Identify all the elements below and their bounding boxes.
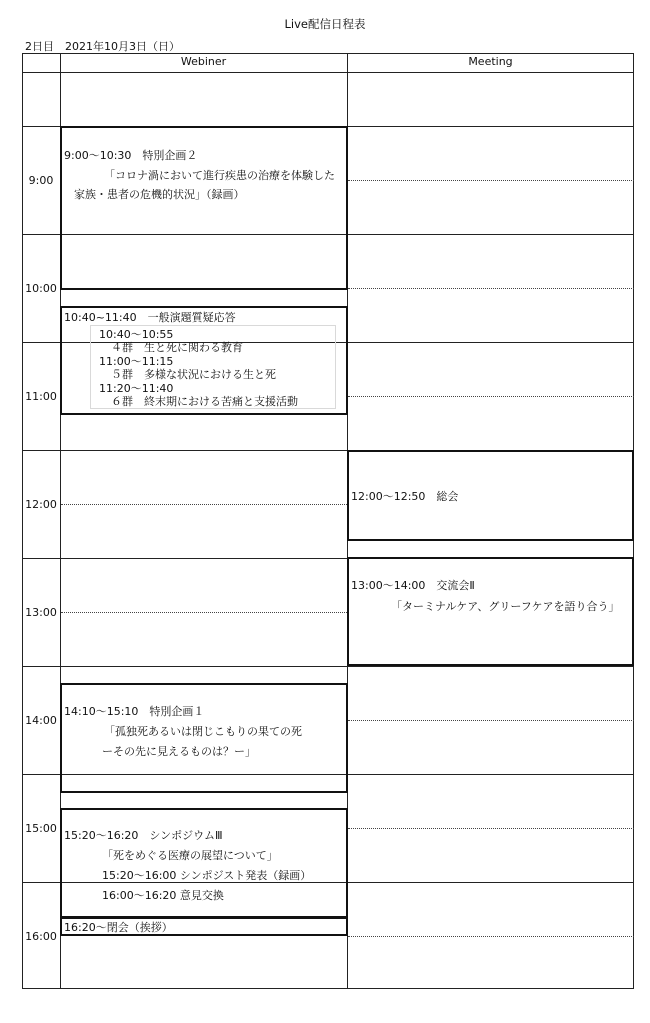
- session-title: 「孤独死あるいは閉じこもりの果ての死: [104, 725, 302, 738]
- time-label: 13:00: [25, 606, 57, 619]
- session-time: 16:20〜閉会（挨拶）: [64, 921, 173, 934]
- half-hour-dots: [348, 828, 634, 829]
- time-label: 14:00: [25, 714, 57, 727]
- session-time: 9:00〜10:30 特別企画２: [64, 149, 198, 162]
- half-hour-dots: [61, 504, 347, 505]
- session-title: 「コロナ渦において進行疾患の治療を体験した: [104, 169, 335, 182]
- session-title: ーその先に見えるものは？ー」: [102, 745, 256, 758]
- time-label: 12:00: [25, 498, 57, 511]
- half-hour-dots: [348, 288, 634, 289]
- subsession-time: 10:40〜10:55: [99, 328, 174, 341]
- session-title: 「ターミナルケア、グリーフケアを語り合う」: [391, 600, 620, 613]
- subsession-time: 11:00〜11:15: [99, 355, 174, 368]
- page-title: Live配信日程表: [284, 17, 366, 31]
- session-time: 15:20〜16:20 シンポジウムⅢ: [64, 829, 223, 842]
- half-hour-dots: [348, 936, 634, 937]
- session-detail: 15:20〜16:00 シンポジスト発表（録画）: [102, 869, 312, 882]
- header-row-divider: [22, 72, 634, 73]
- time-label: 9:00: [28, 174, 54, 187]
- meeting-column-header: Meeting: [468, 55, 513, 68]
- subsession-group: ４群 生と死に関わる教育: [111, 341, 243, 354]
- half-hour-dots: [348, 180, 634, 181]
- half-hour-dots: [348, 720, 634, 721]
- session-time: 14:10〜15:10 特別企画１: [64, 705, 205, 718]
- session-title: 家族・患者の危機的状況」（録画）: [74, 188, 245, 201]
- session-detail: 16:00〜16:20 意見交換: [102, 889, 224, 902]
- webinar-column-header: Webiner: [180, 55, 227, 68]
- half-hour-dots: [348, 396, 634, 397]
- session-title: 「死をめぐる医療の展望について」: [102, 849, 278, 862]
- subsession-group: ６群 終末期における苦痛と支援活動: [111, 395, 298, 408]
- session-time: 12:00〜12:50 総会: [351, 490, 459, 503]
- subsession-group: ５群 多様な状況における生と死: [111, 368, 276, 381]
- hour-line-14: [22, 666, 634, 667]
- date-line: 2日目 2021年10月3日（日）: [25, 40, 180, 53]
- session-time: 10:40~11:40 一般演題質疑応答: [64, 311, 236, 324]
- half-hour-dots: [61, 612, 347, 613]
- subsession-time: 11:20〜11:40: [99, 382, 174, 395]
- time-label: 16:00: [25, 930, 57, 943]
- time-label: 10:00: [25, 282, 57, 295]
- session-time: 13:00〜14:00 交流会Ⅱ: [351, 579, 475, 592]
- time-label: 15:00: [25, 822, 57, 835]
- time-label: 11:00: [25, 390, 57, 403]
